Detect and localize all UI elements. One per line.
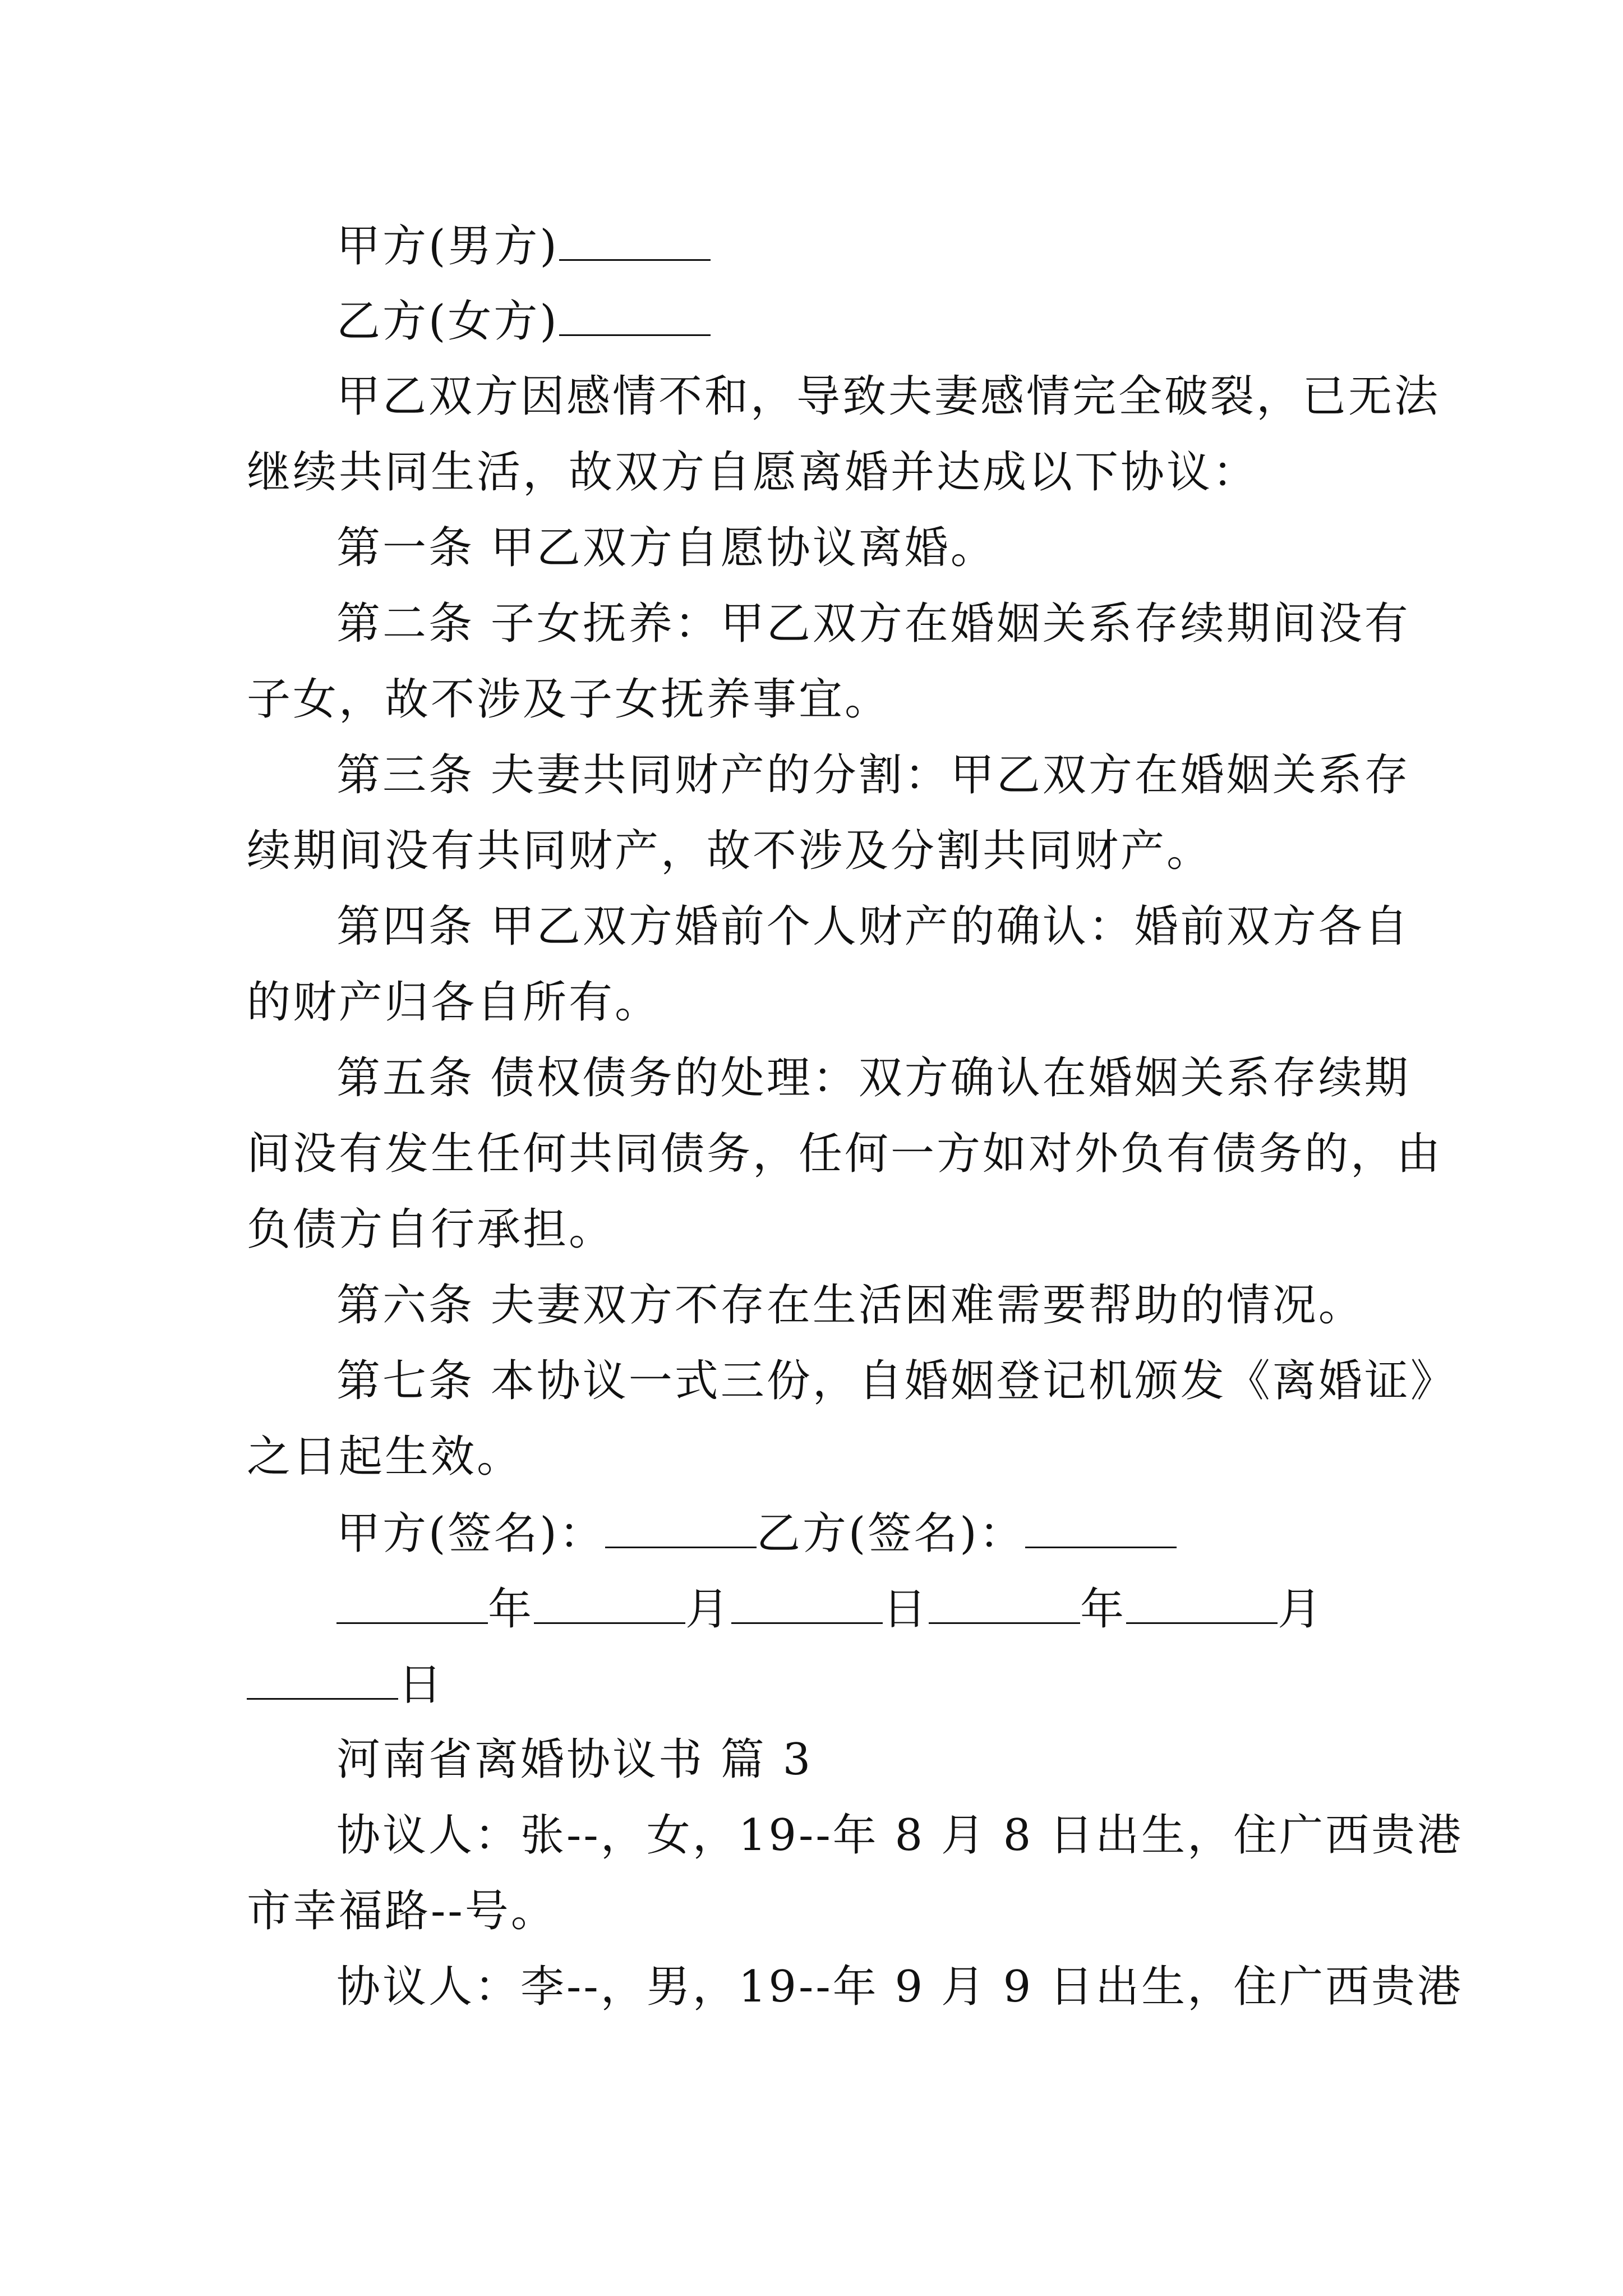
party-a-signature-label: 甲方(签名)： xyxy=(336,1508,605,1559)
party-info-cont: 市幸福路--号。 xyxy=(247,1886,557,1936)
paragraph-line: 甲乙双方因感情不和，导致夫妻感情完全破裂，已无法 xyxy=(336,371,1441,422)
party-b-signature-label: 乙方(签名)： xyxy=(756,1508,1025,1559)
article-1: 第一条 甲乙双方自愿协议离婚。 xyxy=(336,523,997,573)
day-label: 日 xyxy=(883,1584,929,1635)
date-blank xyxy=(1126,1586,1278,1624)
article-4: 第四条 甲乙双方婚前个人财产的确认：婚前双方各自 xyxy=(336,901,1410,952)
party-b-label: 乙方(女方) xyxy=(336,296,559,347)
article-3: 第三条 夫妻共同财产的分割：甲乙双方在婚姻关系存 xyxy=(336,750,1410,800)
paragraph-line: 继续共同生活，故双方自愿离婚并达成以下协议： xyxy=(247,447,1259,498)
party-info-line: 协议人：李--，男，19--年 9 月 9 日出生，住广西贵港 xyxy=(336,1962,1464,2012)
month-label: 月 xyxy=(1278,1584,1324,1635)
party-b-blank xyxy=(559,298,711,336)
year-label: 年 xyxy=(488,1584,534,1635)
date-line xyxy=(336,1584,1324,1635)
year-label: 年 xyxy=(1080,1584,1127,1635)
article-5-cont: 间没有发生任何共同债务，任何一方如对外负有债务的，由 xyxy=(247,1129,1443,1179)
article-3-cont: 续期间没有共同财产，故不涉及分割共同财产。 xyxy=(247,826,1213,876)
party-a-signature-blank xyxy=(605,1511,757,1548)
date-blank xyxy=(731,1586,883,1624)
article-6: 第六条 夫妻双方不存在生活困难需要帮助的情况。 xyxy=(336,1280,1364,1331)
date-blank xyxy=(336,1586,488,1624)
section-title: 河南省离婚协议书 篇 3 xyxy=(336,1734,813,1785)
date-blank xyxy=(247,1662,398,1700)
party-a-blank xyxy=(559,223,711,261)
month-label: 月 xyxy=(685,1584,732,1635)
party-info-line: 协议人：张--，女，19--年 8 月 8 日出生，住广西贵港 xyxy=(336,1810,1464,1861)
article-7: 第七条 本协议一式三份，自婚姻登记机颁发《离婚证》 xyxy=(336,1356,1456,1406)
article-5: 第五条 债权债务的处理：双方确认在婚姻关系存续期 xyxy=(336,1053,1410,1103)
article-7-cont: 之日起生效。 xyxy=(247,1432,523,1482)
party-a-line xyxy=(336,221,711,272)
article-4-cont: 的财产归各自所有。 xyxy=(247,977,661,1028)
article-2-cont: 子女，故不涉及子女抚养事宜。 xyxy=(247,674,891,725)
day-label: 日 xyxy=(398,1660,445,1710)
signature-line xyxy=(336,1508,1177,1559)
date-line-cont xyxy=(247,1660,445,1710)
date-blank xyxy=(929,1586,1080,1624)
party-a-label: 甲方(男方) xyxy=(336,221,559,272)
party-b-signature-blank xyxy=(1025,1511,1177,1548)
party-b-line xyxy=(336,296,711,347)
article-5-cont: 负债方自行承担。 xyxy=(247,1204,615,1255)
date-blank xyxy=(534,1586,685,1624)
article-2: 第二条 子女抚养：甲乙双方在婚姻关系存续期间没有 xyxy=(336,599,1410,649)
